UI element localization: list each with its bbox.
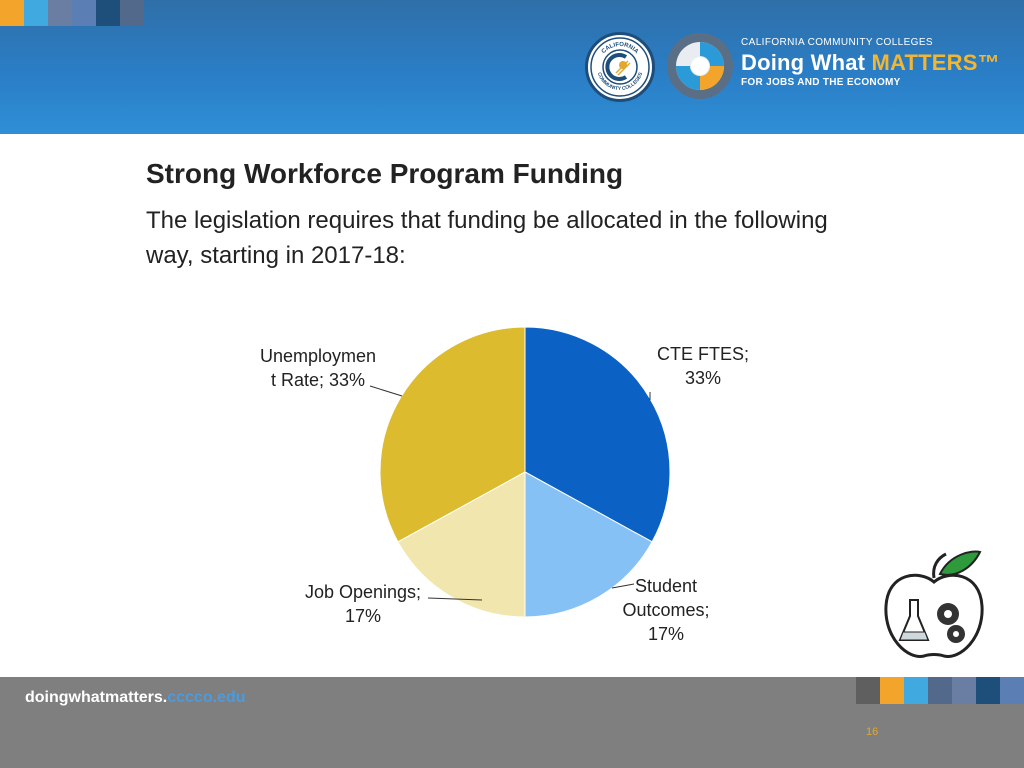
strip-square <box>976 677 1000 704</box>
strip-square <box>880 677 904 704</box>
slide-body-text: The legislation requires that funding be allocated in the following way, starting in 2017-18: <box>146 207 828 269</box>
slide-title: Strong Workforce Program Funding <box>146 158 624 189</box>
brand-main-text: Doing What <box>741 50 866 75</box>
seal-bottom-text: COMMUNITY COLLEGES <box>595 71 645 93</box>
footer-color-strip <box>856 677 1024 704</box>
pie-leader-line <box>370 386 402 396</box>
pie-label-cte-ftes <box>657 344 749 388</box>
pie-label-line: t Rate; 33% <box>270 370 366 390</box>
seal-top-text: CALIFORNIA <box>600 41 640 56</box>
pie-label-unemployment-rate <box>260 346 376 390</box>
strip-square <box>856 677 880 704</box>
footer-url-domain: cccco.edu <box>167 689 246 706</box>
pie-label-line: Unemploymen <box>259 346 377 366</box>
strip-square <box>952 677 976 704</box>
pie-label-student-outcomes <box>622 576 709 644</box>
brand-highlight: MATTERS™ <box>871 50 1000 75</box>
pie-label-line: Outcomes; <box>622 600 710 620</box>
brand-tagline: FOR JOBS AND THE ECONOMY <box>741 77 901 88</box>
page-number: 16 <box>866 726 879 738</box>
footer-url[interactable] <box>25 689 246 707</box>
pie-label-line: 33% <box>684 368 722 388</box>
pie-label-line: 17% <box>647 624 685 644</box>
pie-label-line: 17% <box>344 606 382 626</box>
strip-square <box>1000 677 1024 704</box>
strip-square <box>928 677 952 704</box>
strip-square <box>904 677 928 704</box>
apple-science-icon <box>880 548 990 666</box>
pie-label-line: Job Openings; <box>304 582 422 602</box>
brand-superscript: CALIFORNIA COMMUNITY COLLEGES <box>741 37 934 48</box>
pie-label-job-openings <box>305 582 421 626</box>
pie-label-line: CTE FTES; <box>656 344 750 364</box>
footer-url-prefix: doingwhatmatters. <box>25 689 168 706</box>
pie-label-line: Student <box>634 576 698 596</box>
